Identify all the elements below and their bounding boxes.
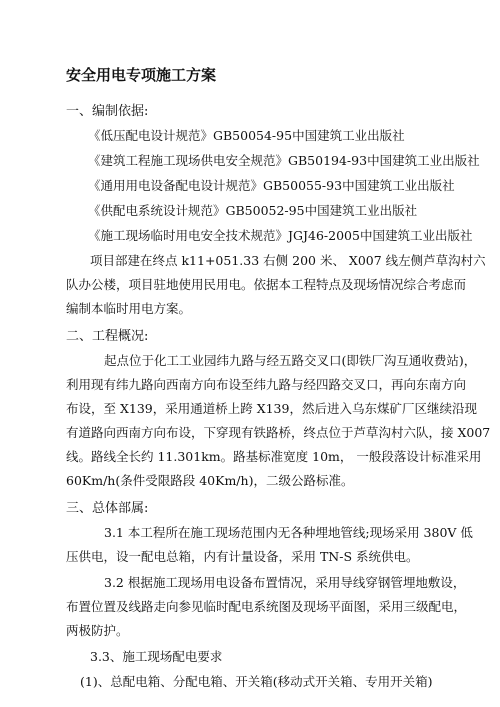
overview-paragraph-line: 60Km/h(条件受限路段 40Km/h)，二级公路标准。 — [66, 473, 354, 488]
section-heading-deployment: 三、总体部属: — [66, 501, 149, 516]
deployment-paragraph-line: 3.2 根据施工现场用电设备布置情况，采用导线穿钢管埋地敷设， — [104, 575, 466, 590]
deployment-paragraph-line: 3.1 本工程所在施工现场范围内无各种埋地管线;现场采用 380V 低 — [104, 525, 473, 540]
reference-item: 《供配电系统设计规范》GB50052-95中国建筑工业出版社 — [88, 203, 418, 218]
requirement-item: (1)、总配电箱、分配电箱、开关箱(移动式开关箱、专用开关箱) — [80, 674, 433, 689]
section-heading-overview: 二、工程概况: — [66, 329, 149, 344]
overview-paragraph-line: 线。路线全长约 11.301km。路基标准宽度 10m， 一般段落设计标准采用 — [66, 449, 482, 464]
basis-paragraph-line: 队办公楼，项目驻地使用民用电。依据本工程特点及现场情况综合考虑而 — [66, 277, 467, 292]
subsection-heading: 3.3、施工现场配电要求 — [90, 649, 223, 664]
section-heading-basis: 一、编制依据: — [66, 104, 149, 119]
reference-item: 《低压配电设计规范》GB50054-95中国建筑工业出版社 — [88, 128, 405, 143]
basis-paragraph-line: 编制本临时用电方案。 — [66, 301, 192, 316]
deployment-paragraph-line: 布置位置及线路走向参见临时配电系统图及现场平面图，采用三级配电， — [66, 599, 467, 614]
overview-paragraph-line: 起点位于化工工业园纬九路与经五路交叉口(即铁厂沟互通收费站)， — [104, 353, 477, 368]
reference-item: 《施工现场临时用电安全技术规范》JGJ46-2005中国建筑工业出版社 — [88, 228, 473, 243]
deployment-paragraph-line: 两极防护。 — [66, 623, 129, 638]
reference-item: 《通用用电设备配电设计规范》GB50055-93中国建筑工业出版社 — [88, 178, 455, 193]
overview-paragraph-line: 布设，至 X139，采用通道桥上跨 X139，然后进入乌东煤矿厂区继续沿现 — [66, 401, 477, 416]
basis-paragraph-line: 项目部建在终点 k11+051.33 右侧 200 米、 X007 线左侧芦草沟村六 — [90, 253, 486, 268]
reference-item: 《建筑工程施工现场供电安全规范》GB50194-93中国建筑工业出版社 — [88, 153, 480, 168]
document-title: 安全用电专项施工方案 — [66, 66, 217, 84]
overview-paragraph-line: 利用现有纬九路向西南方向布设至纬九路与经四路交叉口，再向东南方向 — [66, 377, 467, 392]
deployment-paragraph-line: 压供电，设一配电总箱，内有计量设备，采用 TN-S 系统供电。 — [66, 549, 419, 564]
overview-paragraph-line: 有道路向西南方向布设，下穿现有铁路桥，终点位于芦草沟村六队，接 X007 — [66, 425, 491, 440]
